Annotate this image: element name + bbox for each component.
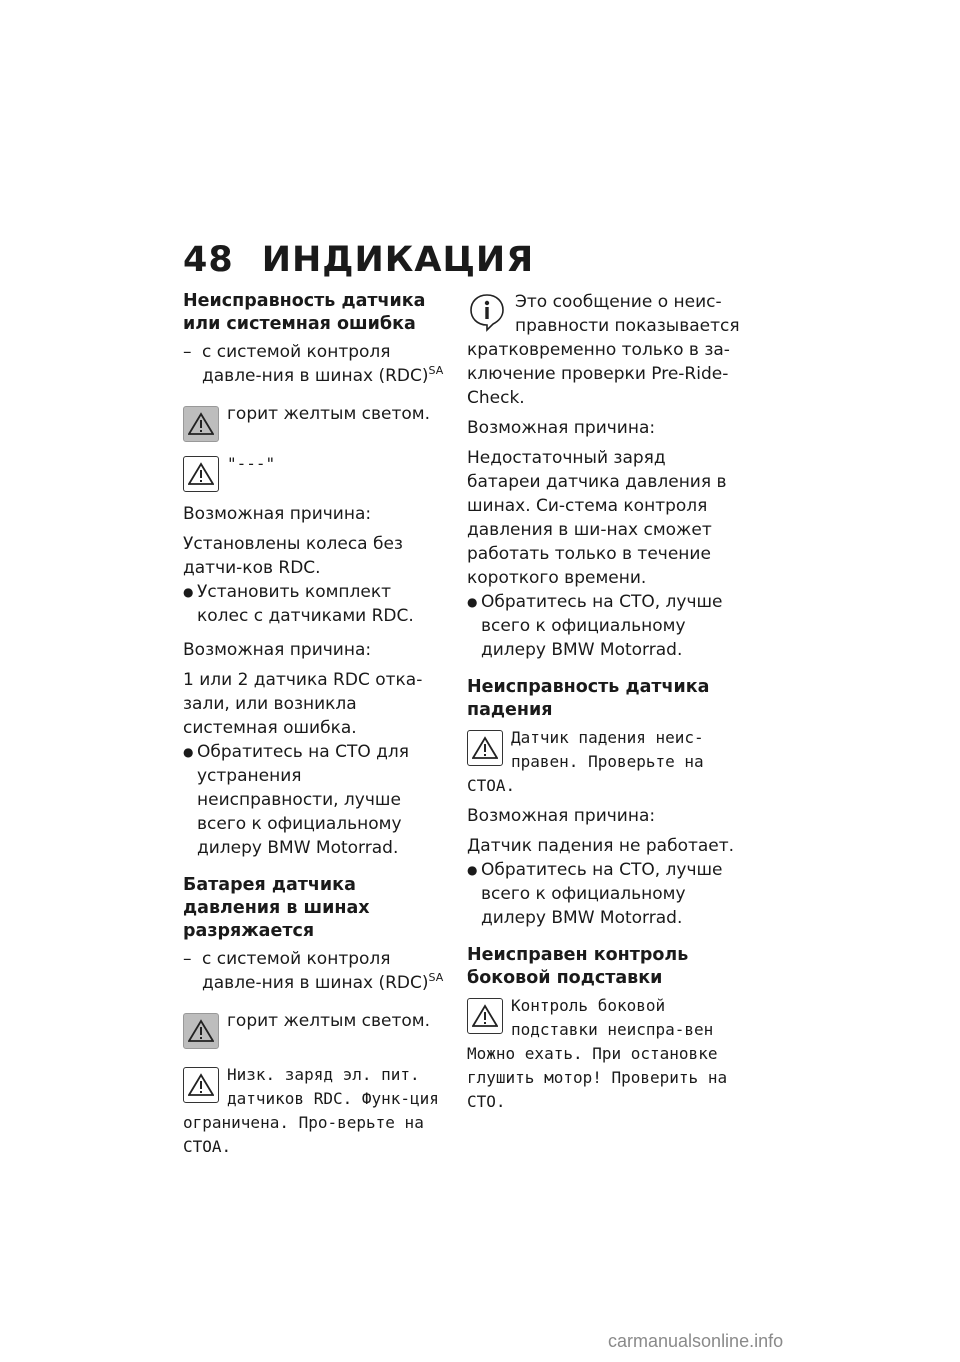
rdc-option-note bbox=[183, 947, 445, 995]
warning-triangle-icon bbox=[183, 1067, 219, 1103]
action-text: Установить комплект колес с датчиками RDC. bbox=[197, 582, 414, 626]
info-note-text: Это сообщение о неис-правности показывается кратковременно только в за-ключение проверки Pre-Ride-Check. bbox=[467, 292, 740, 408]
action-item bbox=[467, 858, 742, 930]
indicator-light-row bbox=[183, 402, 445, 446]
cause-text: 1 или 2 датчика RDC отка-зали, или возникла системная ошибка. bbox=[183, 670, 423, 738]
display-message-text: Низк. заряд эл. пит. датчиков RDC. Функ-ция ограничена. Про-верьте на СТОА. bbox=[183, 1065, 439, 1156]
rdc-option-text: с системой контроля давле-ния в шинах (RDC) bbox=[202, 342, 429, 386]
info-note bbox=[467, 290, 742, 410]
display-message-row bbox=[467, 994, 742, 1114]
page-header bbox=[183, 240, 534, 280]
page-number: 48 bbox=[183, 240, 234, 280]
bullet-mark: ● bbox=[467, 863, 478, 877]
warning-triangle-icon bbox=[183, 406, 219, 442]
section-heading-fall-sensor: Неисправность датчика падения bbox=[467, 677, 710, 720]
sa-superscript: SA bbox=[428, 364, 444, 377]
display-message-text: "---" bbox=[227, 454, 276, 473]
display-message-row bbox=[183, 452, 445, 496]
warning-triangle-icon bbox=[183, 456, 219, 492]
info-icon bbox=[467, 292, 507, 332]
bullet-mark: ● bbox=[467, 595, 478, 609]
display-message-text: Контроль боковой подставки неиспра-вен Можно ехать. При остановке глушить мотор! Проверить на СТО. bbox=[467, 996, 728, 1111]
section-heading-side-stand: Неисправен контроль боковой подставки bbox=[467, 945, 689, 988]
section-heading-battery: Батарея датчика давления в шинах разряжается bbox=[183, 875, 370, 941]
warning-triangle-icon bbox=[467, 998, 503, 1034]
cause-text: Недостаточный заряд батареи датчика давления в шинах. Си-стема контроля давления в ши-нах сможет работать только в течение короткого времени. bbox=[467, 448, 727, 588]
left-column bbox=[183, 290, 445, 1159]
cause-text: Установлены колеса без датчи-ков RDC. bbox=[183, 534, 403, 578]
bullet-mark: ● bbox=[183, 585, 194, 599]
action-item bbox=[183, 740, 445, 860]
action-text: Обратитесь на СТО, лучше всего к официальному дилеру BMW Motorrad. bbox=[481, 860, 723, 928]
section-title: ИНДИКАЦИЯ bbox=[261, 240, 535, 280]
cause-text: Датчик падения не работает. bbox=[467, 836, 735, 856]
action-item bbox=[183, 580, 445, 628]
warning-triangle-icon bbox=[183, 1013, 219, 1049]
action-text: Обратитесь на СТО для устранения неисправности, лучше всего к официальному дилеру BMW Motorrad. bbox=[197, 742, 409, 858]
rdc-option-text: с системой контроля давле-ния в шинах (RDC) bbox=[202, 949, 429, 993]
bullet-mark: ● bbox=[183, 745, 194, 759]
warning-triangle-icon bbox=[467, 730, 503, 766]
display-message-text: Датчик падения неис-правен. Проверьте на СТОА. bbox=[467, 728, 704, 795]
action-text: Обратитесь на СТО, лучше всего к официальному дилеру BMW Motorrad. bbox=[481, 592, 723, 660]
right-column bbox=[467, 290, 742, 1114]
cause-label: Возможная причина: bbox=[183, 504, 372, 524]
watermark: carmanualsonline.info bbox=[608, 1331, 784, 1351]
dash-mark: – bbox=[183, 949, 192, 969]
cause-label: Возможная причина: bbox=[467, 418, 656, 438]
display-message-row bbox=[467, 726, 742, 798]
section-heading-rdc-fault: Неисправность датчика или системная ошибка bbox=[183, 291, 426, 334]
display-message-row bbox=[183, 1063, 445, 1159]
cause-label: Возможная причина: bbox=[467, 806, 656, 826]
light-status-text: горит желтым светом. bbox=[227, 1011, 431, 1031]
dash-mark: – bbox=[183, 342, 192, 362]
light-status-text: горит желтым светом. bbox=[227, 404, 431, 424]
indicator-light-row bbox=[183, 1009, 445, 1053]
rdc-option-note bbox=[183, 340, 445, 388]
cause-label: Возможная причина: bbox=[183, 640, 372, 660]
sa-superscript: SA bbox=[428, 971, 444, 984]
action-item bbox=[467, 590, 742, 662]
